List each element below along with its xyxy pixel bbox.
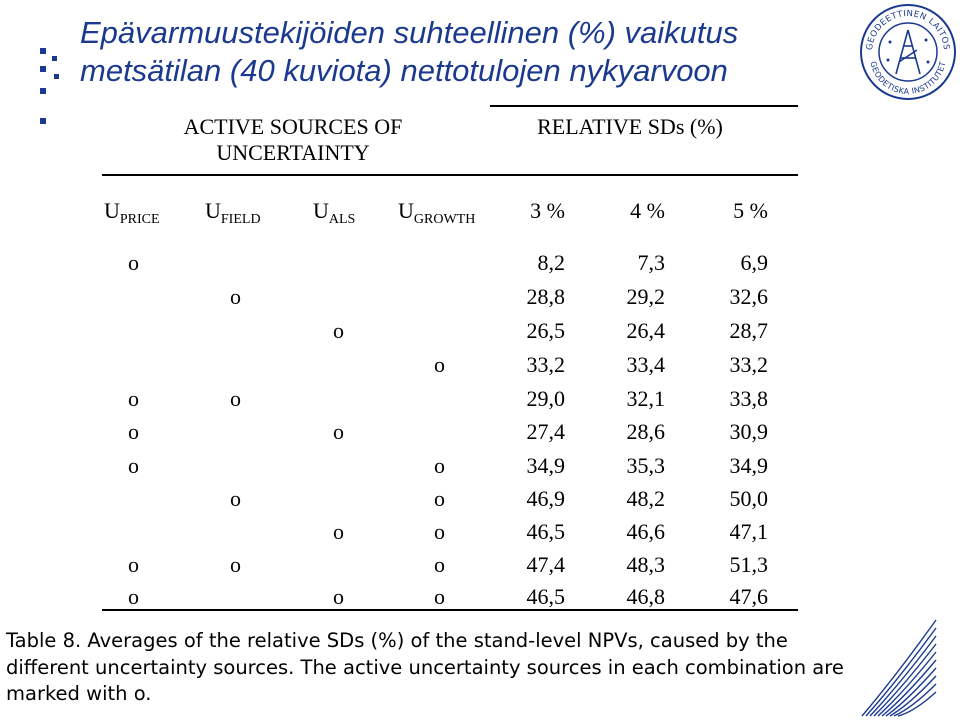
value-4pct: 35,3 bbox=[626, 453, 665, 478]
price-mark: o bbox=[128, 386, 139, 411]
value-5pct: 33,2 bbox=[729, 352, 768, 377]
value-4pct: 46,6 bbox=[626, 519, 665, 544]
header-bottom-rule bbox=[102, 174, 798, 176]
svg-text:GEODEETTINEN LAITOS: GEODEETTINEN LAITOS bbox=[864, 8, 952, 51]
value-4pct: 26,4 bbox=[626, 318, 665, 343]
field-mark: o bbox=[230, 284, 241, 309]
value-3pct: 26,5 bbox=[526, 318, 565, 343]
value-4pct: 28,6 bbox=[626, 419, 665, 444]
price-mark: o bbox=[128, 453, 139, 478]
value-4pct: 7,3 bbox=[637, 250, 665, 275]
col-header-price: $U_{PRICE}$ bbox=[104, 198, 160, 227]
col-header-growth: $U_{GROWTH}$ bbox=[398, 198, 476, 227]
value-5pct: 34,9 bbox=[729, 453, 768, 478]
slide-title: Epävarmuustekijöiden suhteellinen (%) vaikutus metsätilan (40 kuviota) nettotulojen nykyarvoon bbox=[80, 15, 739, 88]
table-row bbox=[0, 386, 960, 416]
bullet-squares-icon bbox=[32, 46, 92, 136]
growth-mark: o bbox=[434, 352, 445, 377]
price-mark: o bbox=[128, 250, 139, 275]
col-header-3pct: 3 % bbox=[530, 198, 565, 223]
value-4pct: 29,2 bbox=[626, 284, 665, 309]
col-header-field: $U_{FIELD}$ bbox=[205, 198, 261, 227]
value-5pct: 51,3 bbox=[729, 552, 768, 577]
value-4pct: 32,1 bbox=[626, 386, 665, 411]
field-mark: o bbox=[230, 552, 241, 577]
price-mark: o bbox=[128, 552, 139, 577]
growth-mark: o bbox=[434, 584, 445, 609]
value-3pct: 33,2 bbox=[526, 352, 565, 377]
sds-group-header: RELATIVE SDs (%) bbox=[537, 114, 723, 139]
growth-mark: o bbox=[434, 552, 445, 577]
value-5pct: 47,1 bbox=[729, 519, 768, 544]
table-row bbox=[0, 419, 960, 449]
table-row bbox=[0, 453, 960, 483]
als-mark: o bbox=[333, 318, 344, 343]
swoosh-logo-icon bbox=[856, 616, 940, 720]
als-mark: o bbox=[333, 584, 344, 609]
table-row bbox=[0, 284, 960, 314]
sources-group-header: ACTIVE SOURCES OF UNCERTAINTY bbox=[183, 114, 403, 165]
geodetic-institute-seal-icon bbox=[858, 2, 958, 102]
value-5pct: 28,7 bbox=[729, 318, 768, 343]
value-3pct: 46,5 bbox=[526, 519, 565, 544]
value-4pct: 48,2 bbox=[626, 486, 665, 511]
value-4pct: 33,4 bbox=[626, 352, 665, 377]
value-5pct: 33,8 bbox=[729, 386, 768, 411]
growth-mark: o bbox=[434, 519, 445, 544]
value-5pct: 30,9 bbox=[729, 419, 768, 444]
col-header-5pct: 5 % bbox=[733, 198, 768, 223]
column-header-row bbox=[0, 198, 960, 228]
als-mark: o bbox=[333, 519, 344, 544]
table-caption: Table 8. Averages of the relative SDs (%) of the stand-level NPVs, caused by the different uncertainty sources. The active uncertainty sources in each combination are marked with o. bbox=[6, 629, 844, 705]
value-3pct: 28,8 bbox=[526, 284, 565, 309]
value-5pct: 6,9 bbox=[740, 250, 768, 275]
col-header-als: $U_{ALS}$ bbox=[313, 198, 356, 227]
field-mark: o bbox=[230, 486, 241, 511]
table-row bbox=[0, 519, 960, 549]
growth-mark: o bbox=[434, 453, 445, 478]
value-4pct: 48,3 bbox=[626, 552, 665, 577]
value-3pct: 29,0 bbox=[526, 386, 565, 411]
value-3pct: 46,9 bbox=[526, 486, 565, 511]
value-3pct: 34,9 bbox=[526, 453, 565, 478]
table-row bbox=[0, 352, 960, 382]
table-row bbox=[0, 552, 960, 582]
als-mark: o bbox=[333, 419, 344, 444]
table-row bbox=[0, 584, 960, 614]
table-row bbox=[0, 250, 960, 280]
value-3pct: 46,5 bbox=[526, 584, 565, 609]
header-top-rule bbox=[490, 105, 798, 107]
value-5pct: 50,0 bbox=[729, 486, 768, 511]
value-3pct: 47,4 bbox=[526, 552, 565, 577]
price-mark: o bbox=[128, 584, 139, 609]
price-mark: o bbox=[128, 419, 139, 444]
value-5pct: 32,6 bbox=[729, 284, 768, 309]
field-mark: o bbox=[230, 386, 241, 411]
value-3pct: 8,2 bbox=[537, 250, 565, 275]
col-header-4pct: 4 % bbox=[630, 198, 665, 223]
growth-mark: o bbox=[434, 486, 445, 511]
value-4pct: 46,8 bbox=[626, 584, 665, 609]
value-3pct: 27,4 bbox=[526, 419, 565, 444]
table-row bbox=[0, 486, 960, 516]
svg-text:GEODETISKA INSTITUTET: GEODETISKA INSTITUTET bbox=[868, 60, 948, 97]
table-row bbox=[0, 318, 960, 348]
value-5pct: 47,6 bbox=[729, 584, 768, 609]
